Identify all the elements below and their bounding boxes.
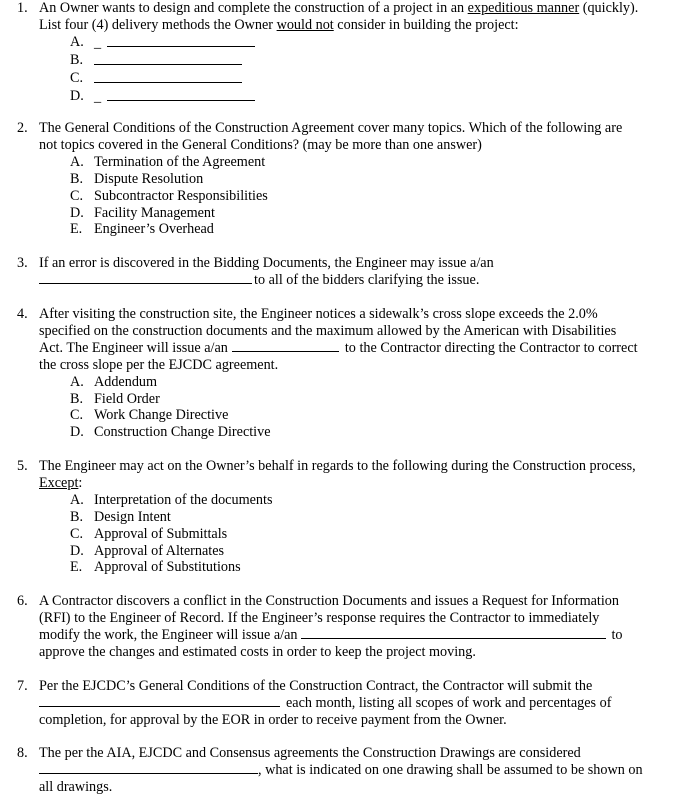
question-number: 6.	[17, 593, 28, 609]
question-number: 4.	[17, 306, 28, 322]
question-text: Per the EJCDC’s General Conditions of the Construction Contract, the Contractor will submit the	[39, 678, 593, 694]
answer-option: C.	[70, 70, 670, 88]
underlined-phrase: expeditious manner	[467, 0, 580, 16]
question-text: If an error is discovered in the Bidding Documents, the Engineer may issue a/an	[39, 255, 494, 271]
answer-blank[interactable]	[107, 34, 255, 47]
question-number: 8.	[17, 745, 28, 761]
answer-option: A. _	[70, 34, 670, 52]
question-text: all drawings.	[39, 778, 113, 795]
answer-option: D. Approval of Alternates	[70, 542, 225, 559]
question-text: After visiting the construction site, the Engineer notices a sidewalk’s cross slope exceeds the 2.0%	[39, 306, 598, 322]
answer-blank[interactable]	[94, 52, 242, 65]
question-number: 3.	[17, 255, 28, 271]
answer-option: C. Work Change Directive	[70, 407, 229, 424]
question-2	[0, 120, 670, 238]
question-5	[0, 458, 670, 576]
question-text: completion, for approval by the EOR in order to receive payment from the Owner.	[39, 711, 507, 728]
question-text: List four (4) delivery methods the Owner would not consider in building the project:	[39, 16, 519, 33]
answer-option: B. Dispute Resolution	[70, 170, 204, 187]
question-text: to all of the bidders clarifying the issue.	[39, 272, 670, 289]
fill-in-blank[interactable]	[301, 627, 606, 639]
question-6	[0, 593, 670, 661]
answer-option: A. Termination of the Agreement	[70, 153, 266, 170]
question-text: the cross slope per the EJCDC agreement.	[39, 356, 279, 373]
question-text: each month, listing all scopes of work and percentages of	[39, 695, 670, 712]
question-text: An Owner wants to design and complete the construction of a project in an expeditious manner (quickly).	[39, 0, 639, 16]
answer-option: D. Facility Management	[70, 204, 215, 221]
question-text: The per the AIA, EJCDC and Consensus agreements the Construction Drawings are considered	[39, 745, 581, 761]
answer-option: A. Addendum	[70, 373, 158, 390]
question-text: not topics covered in the General Conditions? (may be more than one answer)	[39, 136, 482, 153]
underlined-phrase: would not	[276, 16, 334, 33]
answer-option: D. Construction Change Directive	[70, 424, 271, 441]
fill-in-blank[interactable]	[39, 272, 252, 284]
answer-option: D. _	[70, 88, 670, 106]
question-number: 2.	[17, 120, 28, 136]
answer-option: E. Engineer’s Overhead	[70, 221, 214, 238]
question-text: Act. The Engineer will issue a/an to the Contractor directing the Contractor to correct	[39, 339, 638, 356]
answer-dash: _	[94, 88, 102, 105]
question-4	[0, 306, 670, 441]
question-8	[0, 745, 670, 796]
question-1	[0, 0, 670, 105]
answer-dash: _	[94, 34, 102, 51]
answer-option: E. Approval of Substitutions	[70, 559, 241, 576]
fill-in-blank[interactable]	[232, 340, 339, 352]
answer-option: C. Approval of Submittals	[70, 525, 228, 542]
question-text: A Contractor discovers a conflict in the Construction Documents and issues a Request for Information	[39, 593, 619, 609]
question-7	[0, 678, 670, 729]
question-number: 5.	[17, 458, 28, 474]
question-text: Except:	[39, 474, 83, 491]
question-text: The Engineer may act on the Owner’s behalf in regards to the following during the Construction process,	[39, 458, 636, 474]
answer-option: C. Subcontractor Responsibilities	[70, 187, 268, 204]
question-text: The General Conditions of the Construction Agreement cover many topics. Which of the following are	[39, 120, 623, 136]
answer-option: B. Design Intent	[70, 508, 171, 525]
question-number: 7.	[17, 678, 28, 694]
question-3	[0, 255, 670, 289]
answer-option: B.	[70, 52, 670, 70]
fill-in-blank[interactable]	[39, 695, 280, 707]
answer-option: B. Field Order	[70, 390, 160, 407]
answer-blank[interactable]	[94, 70, 242, 83]
question-text: , what is indicated on one drawing shall be assumed to be shown on	[39, 762, 670, 779]
answer-option: A. Interpretation of the documents	[70, 491, 273, 508]
question-number: 1.	[17, 0, 28, 16]
question-text: approve the changes and estimated costs in order to keep the project moving.	[39, 643, 476, 660]
question-text: specified on the construction documents and the maximum allowed by the American with Disabilities	[39, 322, 617, 339]
answer-blank[interactable]	[107, 88, 255, 101]
question-text: (RFI) to the Engineer of Record. If the Engineer’s response requires the Contractor to immediately	[39, 609, 600, 626]
fill-in-blank[interactable]	[39, 762, 258, 774]
underlined-phrase: Except	[39, 474, 79, 491]
question-text: modify the work, the Engineer will issue a/an to	[39, 626, 623, 643]
